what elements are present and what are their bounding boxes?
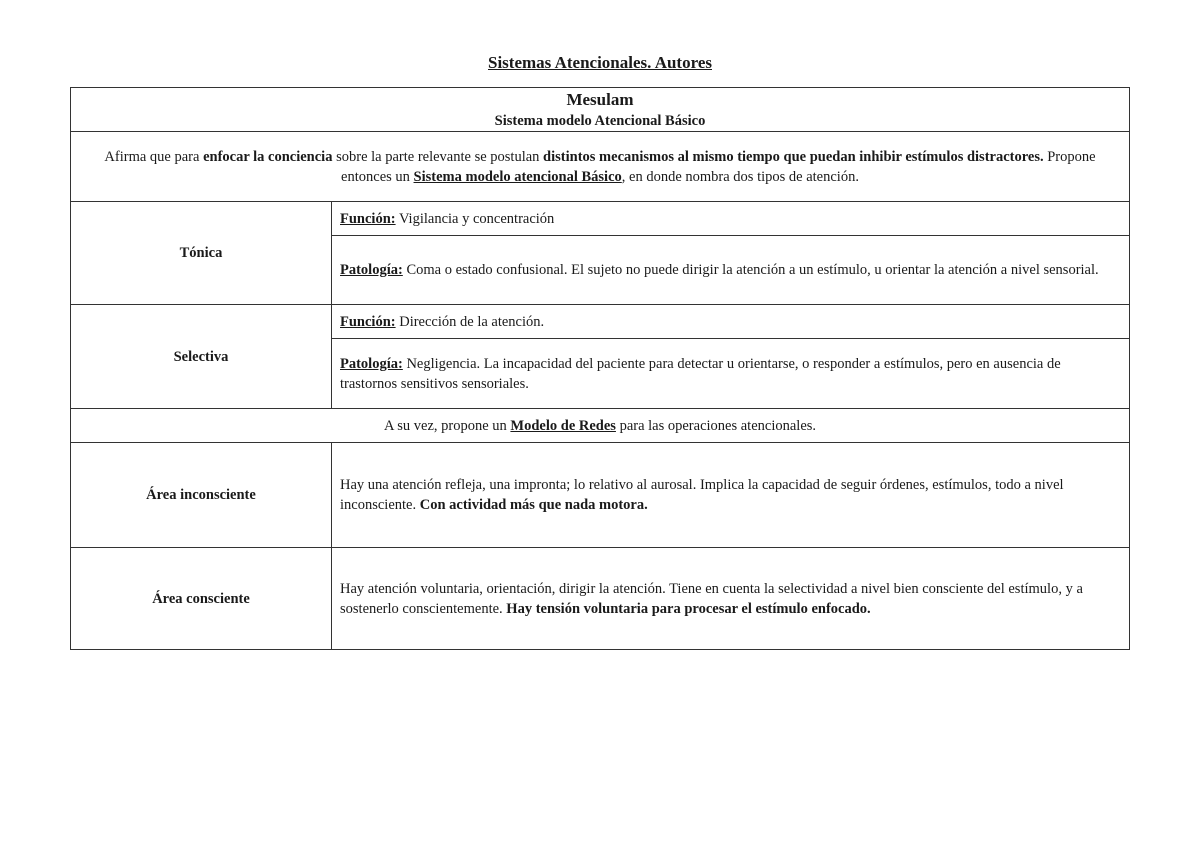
intro-text-1: Afirma que para [104, 148, 204, 165]
intro-text-3: Propone entonces un [341, 148, 1096, 185]
inconsciente-label: Área inconsciente [71, 443, 332, 548]
consciente-label: Área consciente [71, 548, 332, 650]
intro-text-2: sobre la parte relevante se postulan [332, 148, 544, 165]
tonica-funcion-cell [332, 202, 1130, 236]
consciente-cell [332, 548, 1130, 650]
selectiva-funcion-text: Dirección de la atención. [395, 313, 545, 330]
model-subtitle: Sistema modelo Atencional Básico [494, 112, 706, 129]
intro-text-4: , en donde nombra dos tipos de atención. [621, 168, 859, 185]
inconsciente-cell [332, 443, 1130, 548]
intro-cell [71, 132, 1130, 202]
intro-bold-2: distintos mecanismos al mismo tiempo que puedan inhibir estímulos distractores. [543, 148, 1044, 165]
redes-text-2: para las operaciones atencionales. [615, 417, 817, 434]
selectiva-funcion-cell [332, 305, 1130, 339]
tonica-funcion-row [71, 202, 1130, 236]
intro-row [71, 132, 1130, 202]
selectiva-funcion-label: Función: [340, 313, 396, 330]
inconsciente-text: Hay una atención refleja, una impronta; lo relativo al aurosal. Implica la capacidad de seguir órdenes, estímulos, todo a nivel inconsciente. [340, 477, 1064, 513]
intro-bold-underlined: Sistema modelo atencional Básico [413, 168, 622, 185]
intro-bold-1: enfocar la conciencia [203, 148, 333, 165]
tonica-funcion-text: Vigilancia y concentración [395, 210, 555, 227]
redes-cell [71, 409, 1130, 443]
attention-systems-table [70, 87, 1130, 650]
consciente-bold: Hay tensión voluntaria para procesar el estímulo enfocado. [506, 600, 871, 617]
selectiva-label: Selectiva [71, 305, 332, 409]
inconsciente-row [71, 443, 1130, 548]
selectiva-patologia-cell [332, 339, 1130, 409]
inconsciente-bold: Con actividad más que nada motora. [419, 497, 648, 513]
redes-row [71, 409, 1130, 443]
tonica-patologia-cell [332, 236, 1130, 305]
consciente-text: Hay atención voluntaria, orientación, dirigir la atención. Tiene en cuenta la selectividad a nivel bien consciente del estímulo, y a sostenerlo conscientemente. [340, 580, 1083, 617]
table-header-row [71, 88, 1130, 132]
document-title: Sistemas Atencionales. Autores [488, 53, 712, 72]
tonica-patologia-text: Coma o estado confusional. El sujeto no puede dirigir la atención a un estímulo, u orientar la atención a nivel sensorial. [402, 262, 1099, 278]
tonica-funcion-label: Función: [340, 210, 396, 227]
selectiva-patologia-label: Patología: [340, 355, 403, 372]
selectiva-funcion-row [71, 305, 1130, 339]
tonica-patologia-label: Patología: [340, 262, 403, 278]
selectiva-patologia-text: Negligencia. La incapacidad del paciente para detectar u orientarse, o responder a estímulos, pero en ausencia de trastornos sensitivos sensoriales. [340, 355, 1061, 392]
table-header-cell [71, 88, 1130, 132]
tonica-label: Tónica [71, 202, 332, 305]
redes-text-1: A su vez, propone un [383, 417, 511, 434]
author-name: Mesulam [566, 89, 634, 109]
consciente-row [71, 548, 1130, 650]
redes-bold-underlined: Modelo de Redes [510, 417, 616, 434]
